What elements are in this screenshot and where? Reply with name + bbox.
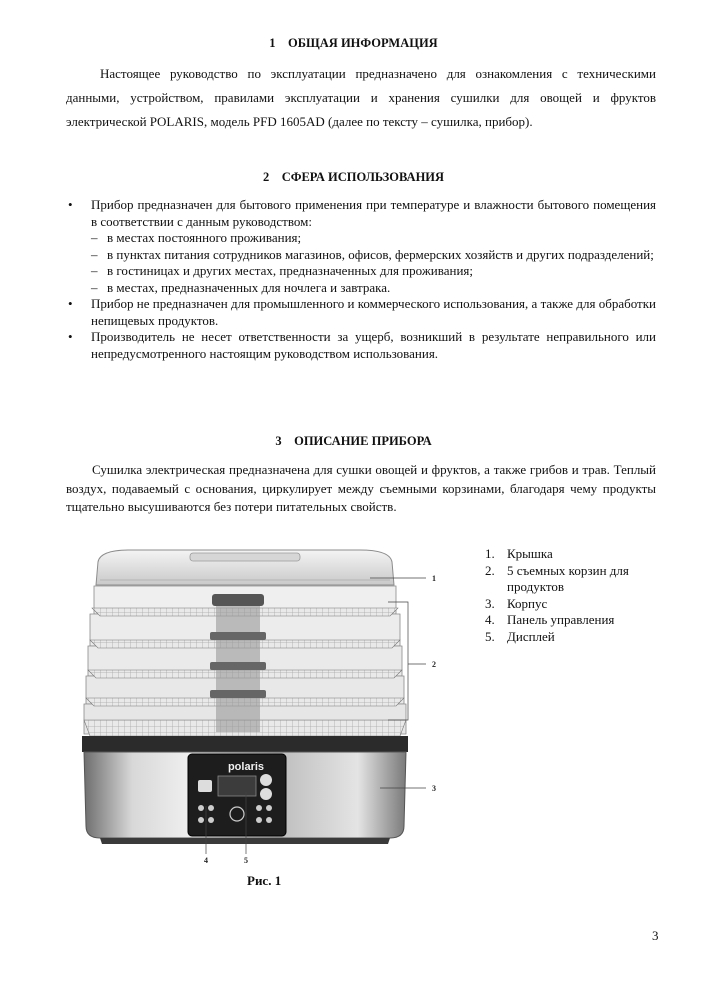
usage-bullet-list bbox=[66, 197, 656, 362]
section-2-heading: 2 СФЕРА ИСПОЛЬЗОВАНИЯ bbox=[262, 170, 445, 184]
brand-logo: polaris bbox=[227, 761, 265, 773]
list-item: 4. Панель управления bbox=[485, 612, 615, 627]
display-screen bbox=[218, 776, 256, 796]
list-item: 5. Дисплей bbox=[485, 628, 555, 644]
power-button-icon bbox=[198, 780, 212, 792]
section-3-heading: 3 ОПИСАНИЕ ПРИБОРА bbox=[275, 434, 432, 448]
usage-sub-list bbox=[91, 230, 656, 296]
list-item: • Производитель не несет ответственности за ущерб, возникший в результате неправильного или непредусмотренного настоящим руководством использования. bbox=[66, 329, 656, 362]
callout-5: 5 bbox=[244, 856, 248, 865]
section-1-heading: 1 ОБЩАЯ ИНФОРМАЦИЯ bbox=[269, 36, 438, 50]
section-1-paragraph: Настоящее руководство по эксплуатации предназначено для ознакомления с техническими данными, устройством, правилами эксплуатации и хранения сушилки для овощей и фруктов электрической POLARIS, модель PFD 1605AD (далее по тексту – сушилка, прибор). bbox=[66, 66, 656, 129]
dehydrator-illustration bbox=[70, 540, 450, 870]
control-panel bbox=[188, 754, 286, 836]
down-button-icon bbox=[260, 788, 272, 800]
list-item: – в гостиницах и других местах, предназначенных для проживания; bbox=[91, 263, 656, 280]
callout-2: 2 bbox=[432, 660, 436, 669]
parts-list bbox=[485, 546, 665, 645]
list-item: 1. Крышка bbox=[485, 546, 553, 561]
up-button-icon bbox=[260, 774, 272, 786]
trays bbox=[84, 586, 406, 736]
callout-4: 4 bbox=[204, 856, 208, 865]
page-number: 3 bbox=[652, 928, 659, 943]
list-item: • Прибор не предназначен для промышленного и коммерческого использования, а также для обработки непищевых продуктов. bbox=[66, 296, 656, 329]
callout-1: 1 bbox=[432, 574, 436, 583]
lid bbox=[96, 550, 394, 585]
list-item: 3. Корпус bbox=[485, 595, 548, 611]
list-item: – в пунктах питания сотрудников магазинов, офисов, фермерских хозяйств и других подразделений; bbox=[91, 247, 656, 264]
callout-3: 3 bbox=[432, 784, 436, 793]
list-item: – в местах постоянного проживания; bbox=[91, 230, 656, 247]
list-item: • Прибор предназначен для бытового применения при температуре и влажности бытового помещения в соответствии с данным руководством: – в местах постоянного проживания; – в пунктах питания сотрудников магазинов, офисов, фермерских хозяйств и других подразделений; – в гостиницах и других местах, предназначенных для проживания; – в местах, предназначенных для ночлега и завтрака. bbox=[66, 197, 656, 296]
section-3-paragraph: Сушилка электрическая предназначена для сушки овощей и фруктов, а также грибов и трав. Теплый воздух, подаваемый с основания, циркулирует между съемными корзинами, благодаря чему продукты тщательно высушиваются без потери питательных свойств. bbox=[66, 462, 656, 514]
list-item: 2. 5 съемных корзин для продуктов bbox=[485, 562, 629, 594]
list-item: – в местах, предназначенных для ночлега и завтрака. bbox=[91, 280, 656, 297]
figure-caption: Рис. 1 bbox=[247, 873, 282, 888]
